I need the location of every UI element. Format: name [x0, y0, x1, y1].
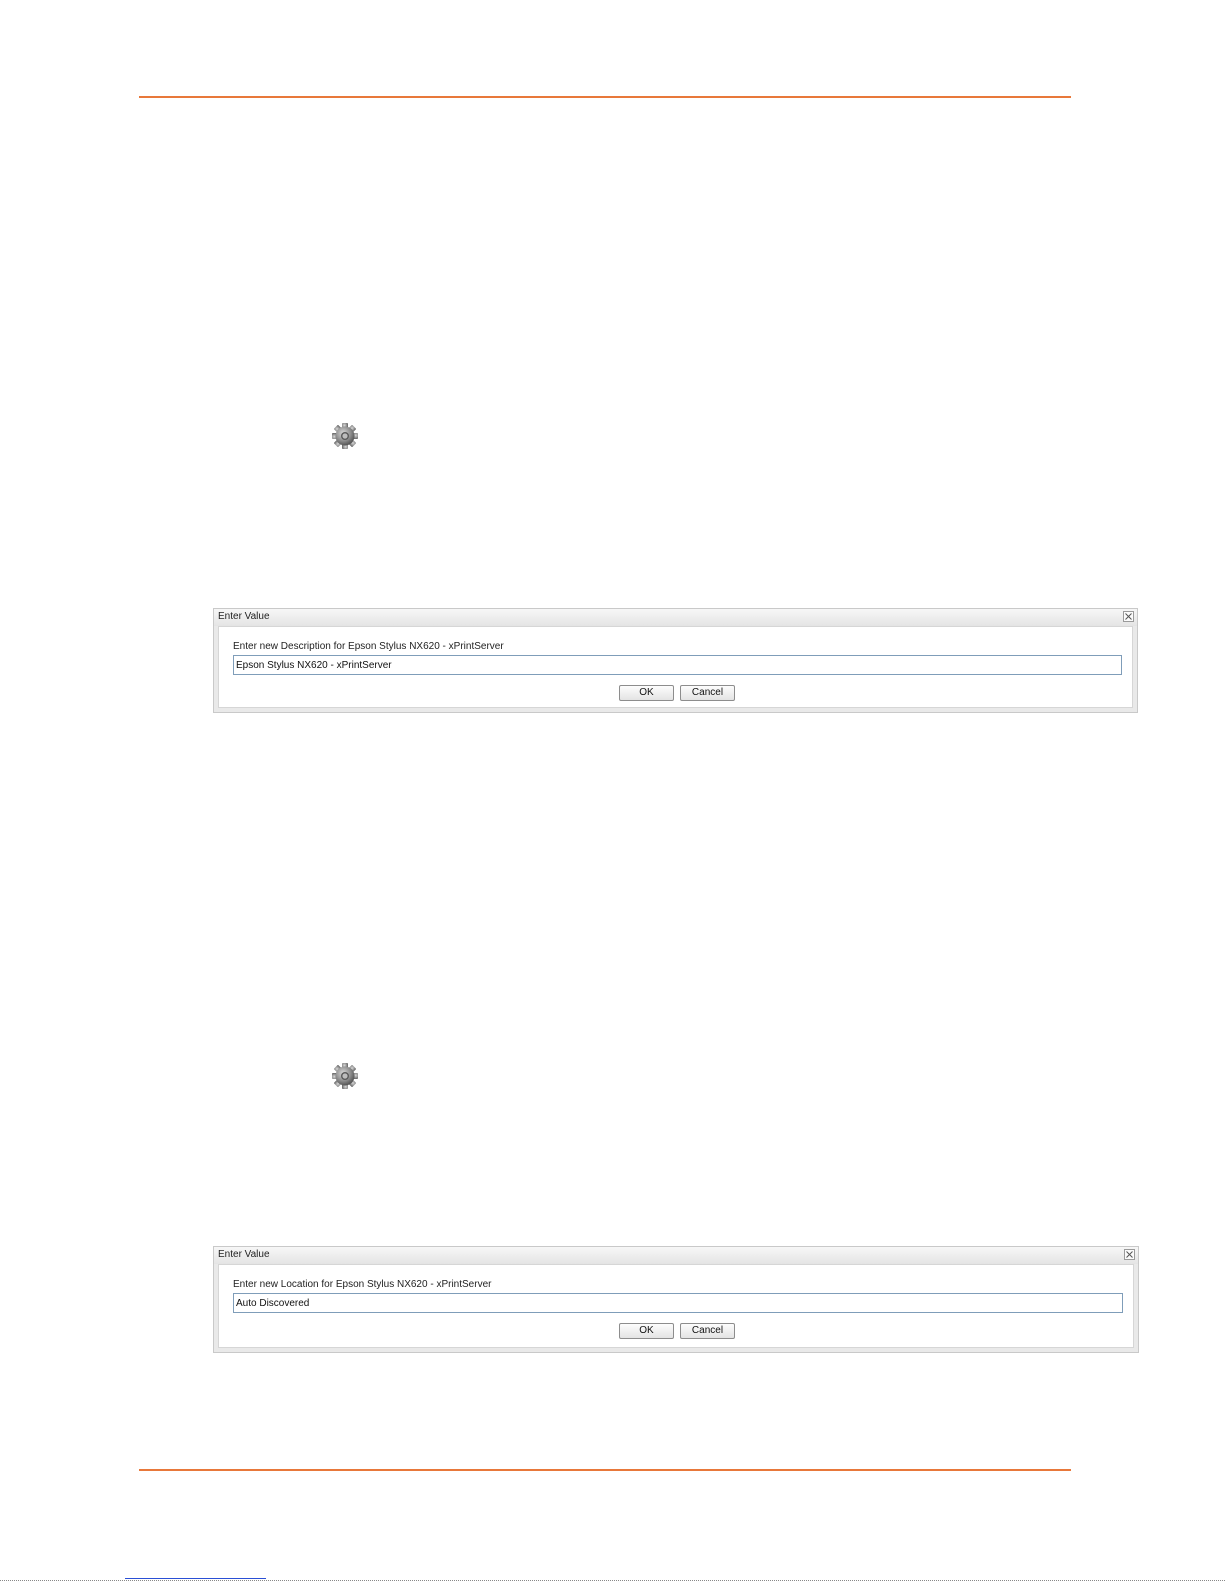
dialog-title: Enter Value	[218, 1249, 270, 1260]
footer-dotted-line	[0, 1580, 1225, 1581]
footer-link-underline	[125, 1578, 266, 1579]
enter-value-dialog-location	[213, 1246, 1139, 1353]
dialog-titlebar[interactable]	[214, 1247, 1138, 1264]
dialog-titlebar[interactable]	[214, 609, 1137, 626]
header-rule	[139, 96, 1071, 98]
dialog-body	[218, 1264, 1134, 1348]
close-icon[interactable]	[1124, 1249, 1135, 1260]
enter-value-dialog-description	[213, 608, 1138, 713]
close-icon[interactable]	[1123, 611, 1134, 622]
cancel-button[interactable]: Cancel	[680, 685, 735, 701]
description-input[interactable]	[233, 655, 1122, 675]
footer-rule	[139, 1469, 1071, 1471]
gear-icon	[330, 1061, 360, 1091]
dialog-title: Enter Value	[218, 611, 270, 622]
ok-button[interactable]: OK	[619, 1323, 674, 1339]
ok-button[interactable]: OK	[619, 685, 674, 701]
gear-icon	[330, 421, 360, 451]
dialog-prompt: Enter new Location for Epson Stylus NX620 - xPrintServer	[233, 1279, 492, 1290]
dialog-body	[218, 626, 1133, 708]
cancel-button[interactable]: Cancel	[680, 1323, 735, 1339]
location-input[interactable]	[233, 1293, 1123, 1313]
dialog-prompt: Enter new Description for Epson Stylus NX620 - xPrintServer	[233, 641, 504, 652]
